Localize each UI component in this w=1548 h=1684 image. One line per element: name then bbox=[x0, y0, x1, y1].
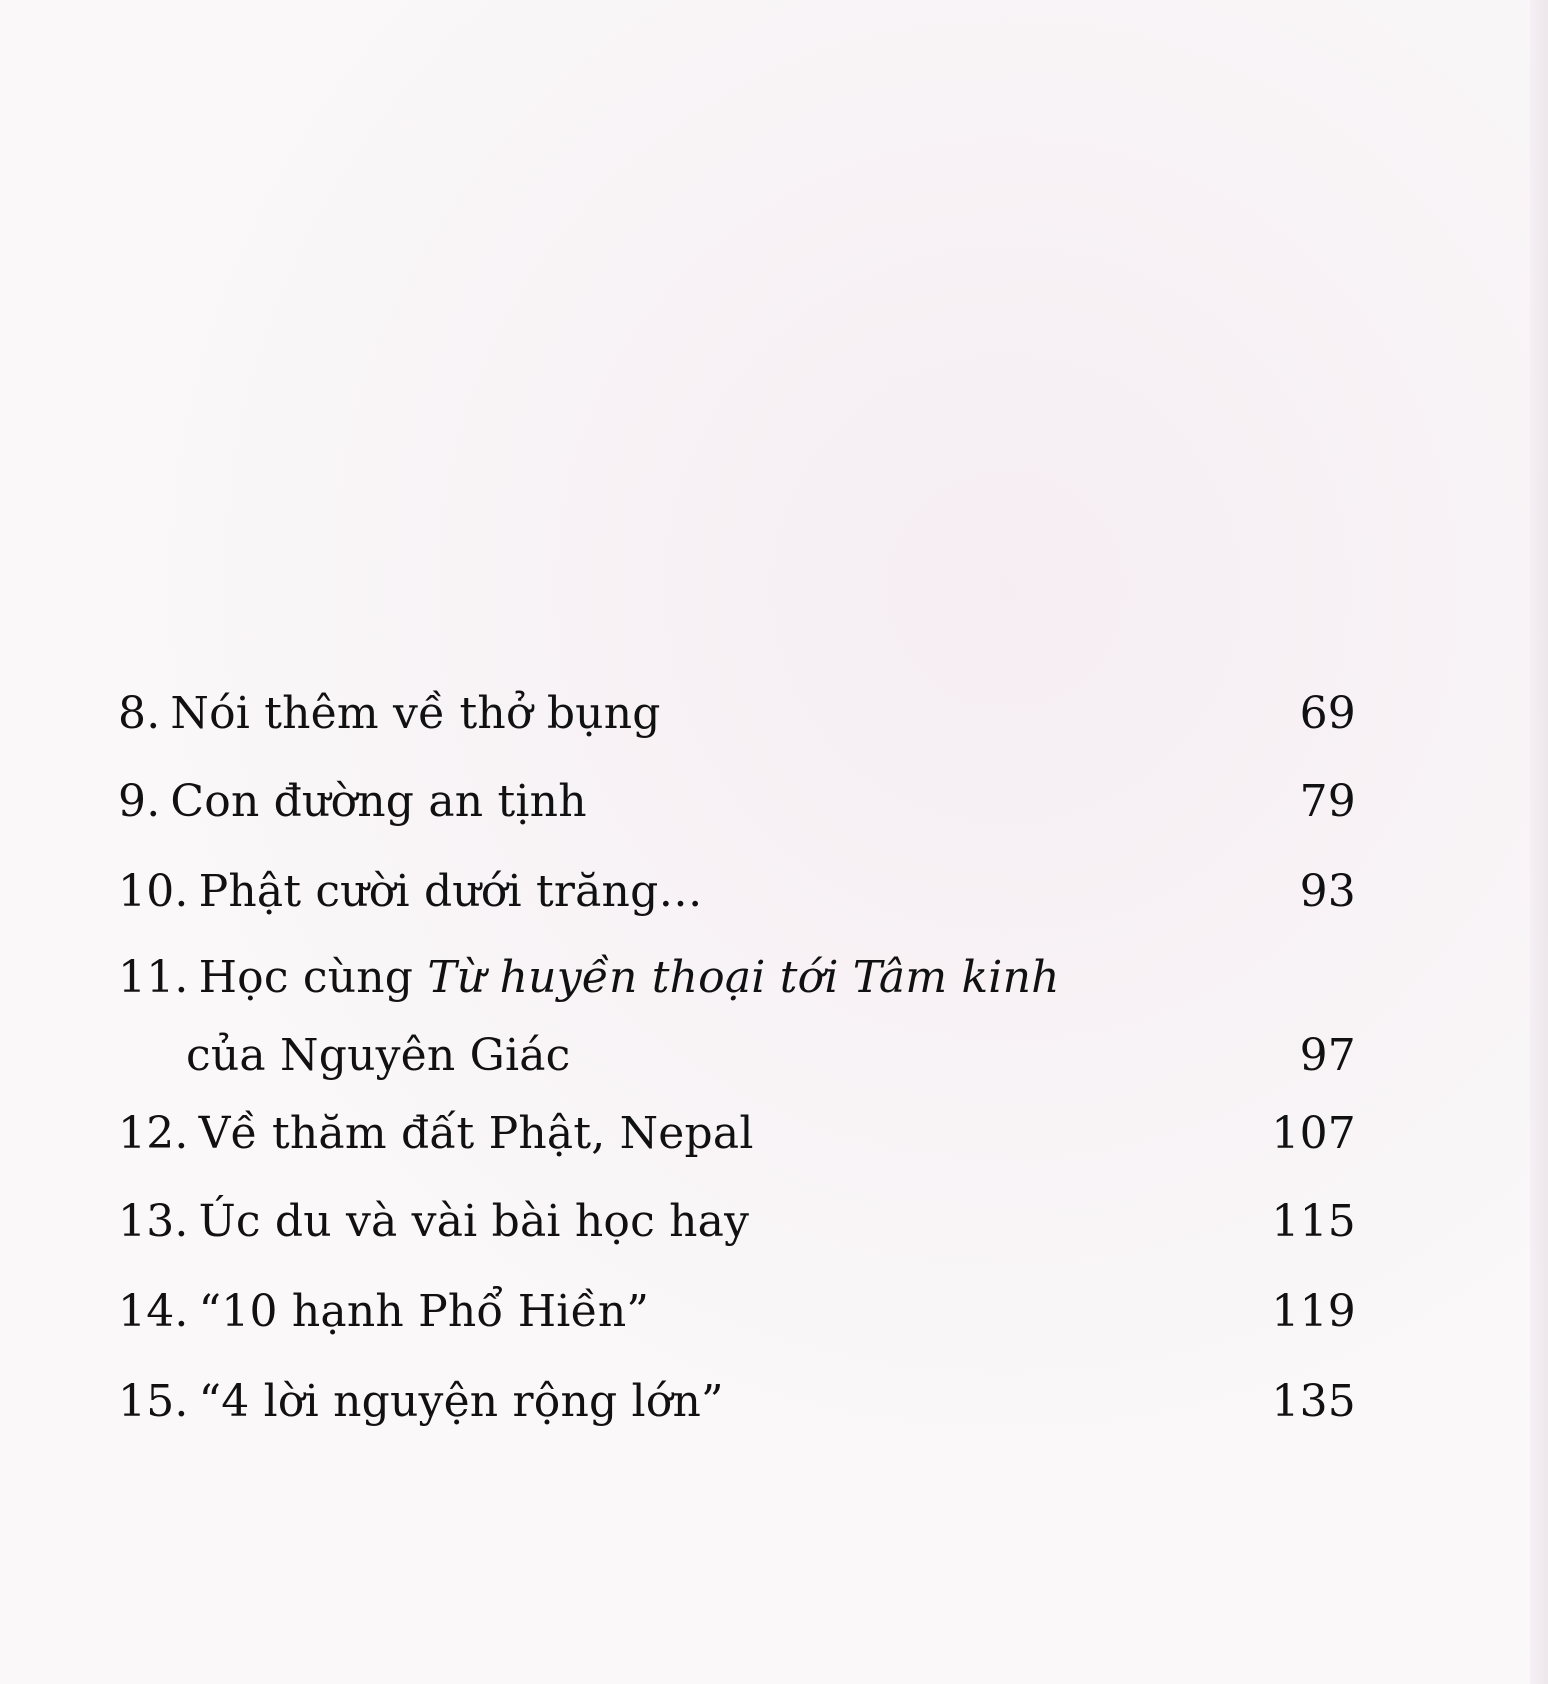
toc-page-number: 115 bbox=[1271, 1196, 1356, 1247]
toc-entry-number: 15. bbox=[118, 1376, 189, 1427]
toc-entry-title bbox=[118, 1108, 754, 1159]
toc-page-number: 69 bbox=[1299, 688, 1356, 739]
toc-page-number: 97 bbox=[1299, 1030, 1356, 1081]
toc-entry-text-italic: Từ huyền thoại tới Tâm kinh bbox=[427, 952, 1060, 1003]
toc-entry-number: 14. bbox=[118, 1286, 189, 1337]
toc-page-number: 119 bbox=[1271, 1286, 1356, 1337]
toc-page-number: 79 bbox=[1299, 776, 1356, 827]
toc-page-number: 107 bbox=[1271, 1108, 1356, 1159]
toc-entry-title bbox=[118, 1196, 750, 1247]
toc-entry-title bbox=[118, 866, 703, 917]
toc-entry-text: Phật cười dưới trăng… bbox=[198, 866, 703, 917]
toc-page-number: 93 bbox=[1299, 866, 1356, 917]
toc-entry-title bbox=[118, 1286, 650, 1337]
toc-entry-number: 11. bbox=[118, 952, 189, 1003]
toc-entry-text: Nói thêm về thở bụng bbox=[170, 688, 661, 739]
toc-entry-title-line2: của Nguyên Giác bbox=[186, 1030, 571, 1081]
toc-entry-number: 8. bbox=[118, 688, 161, 739]
toc-entry-text-prefix: Học cùng bbox=[198, 952, 414, 1003]
toc-entry-text: Úc du và vài bài học hay bbox=[198, 1196, 750, 1247]
toc-entry-text: “10 hạnh Phổ Hiền” bbox=[198, 1286, 650, 1337]
toc-entry-number: 10. bbox=[118, 866, 189, 917]
toc-entry-number: 9. bbox=[118, 776, 161, 827]
toc-entry-title bbox=[118, 952, 1060, 1003]
toc-entry-title bbox=[118, 688, 661, 739]
toc-page-number: 135 bbox=[1271, 1376, 1356, 1427]
toc-entry-title bbox=[118, 1376, 724, 1427]
toc-entry-text: Con đường an tịnh bbox=[170, 776, 587, 827]
toc-entry-number: 13. bbox=[118, 1196, 189, 1247]
toc-entry-text: Về thăm đất Phật, Nepal bbox=[198, 1108, 754, 1159]
toc-entry-number: 12. bbox=[118, 1108, 189, 1159]
toc-entry-text: “4 lời nguyện rộng lớn” bbox=[198, 1376, 724, 1427]
toc-entry-title bbox=[118, 776, 587, 827]
